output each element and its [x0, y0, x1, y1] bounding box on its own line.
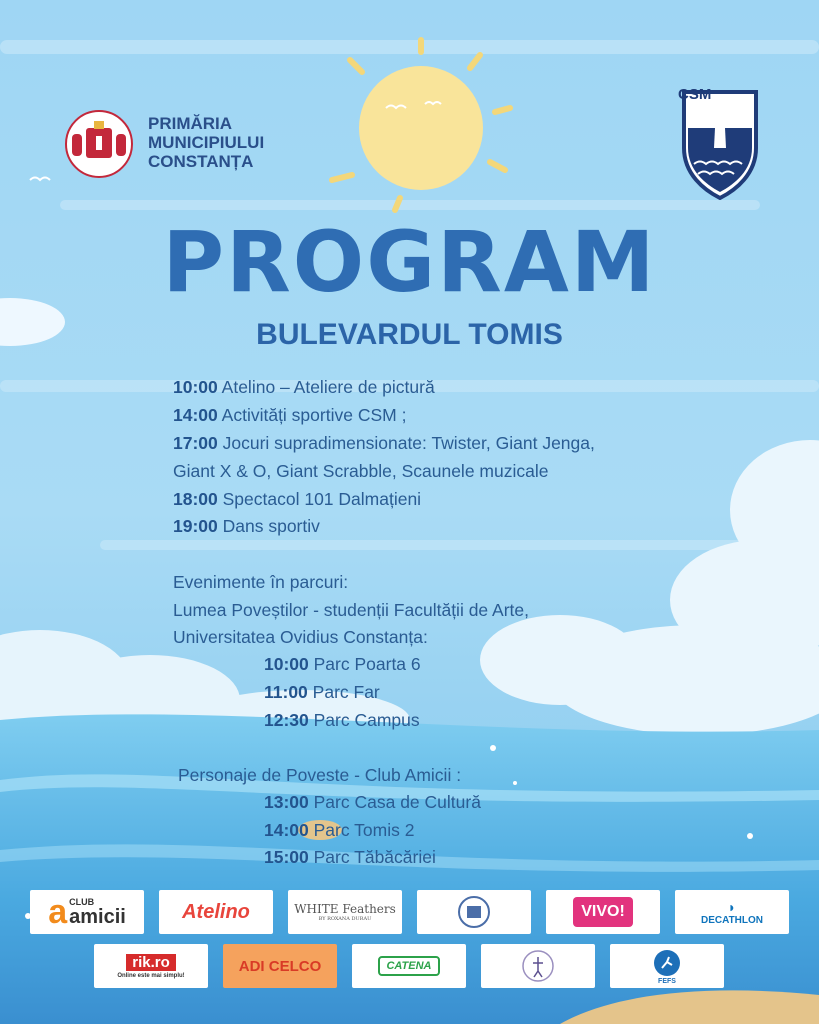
- park-item-1: 10:00 Parc Poarta 6: [264, 654, 421, 674]
- character-item-2: 14:00 Parc Tomis 2: [264, 820, 415, 840]
- sponsor-white-feathers: [288, 890, 402, 934]
- amicii-a-icon: a: [48, 892, 68, 931]
- constanta-crest-icon: [64, 108, 134, 180]
- sponsor-rikro: [94, 944, 208, 988]
- catena-name: CATENA: [378, 956, 439, 976]
- page-title: PROGRAM: [162, 213, 657, 311]
- sponsor-club-amicii: [30, 890, 144, 934]
- csm-logo-text: CSM: [678, 86, 712, 103]
- schedule-line-4: Giant X & O, Giant Scrabble, Scaunele muzicale: [173, 461, 549, 481]
- primaria-line2: MUNICIPIULUI: [148, 133, 265, 152]
- fefs-icon: [652, 948, 682, 978]
- amicii-small: CLUB: [69, 896, 95, 907]
- schedule-line-6: 19:00 Dans sportiv: [173, 516, 320, 536]
- vivo-name: VIVO!: [573, 897, 633, 927]
- sponsor-dance-club: [481, 944, 595, 988]
- schedule-line-2: 14:00 Activități sportive CSM ;: [173, 405, 407, 425]
- parks-line3: Universitatea Ovidius Constanța:: [173, 627, 428, 647]
- primaria-line3: CONSTANȚA: [148, 152, 254, 171]
- schedule-line-5: 18:00 Spectacol 101 Dalmațieni: [173, 489, 422, 509]
- park-item-2: 11:00 Parc Far: [264, 682, 380, 702]
- csm-logo-icon: [680, 88, 760, 200]
- primaria-text: [148, 114, 264, 171]
- rikro-name: rik.ro: [126, 954, 176, 971]
- page-subtitle: BULEVARDUL TOMIS: [256, 318, 563, 351]
- amicii-name: amicii: [69, 905, 126, 928]
- sponsor-atelino: Atelino: [159, 890, 273, 934]
- fefs-name: FEFS: [658, 977, 676, 985]
- white-feathers-name: WHITE Feathers: [294, 902, 396, 916]
- dance-club-icon: [521, 949, 555, 983]
- sponsor-decathlon: [675, 890, 789, 934]
- park-item-3: 12:30 Parc Campus: [264, 710, 420, 730]
- schedule-line-3: 17:00 Jocuri supradimensionate: Twister, Giant Jenga,: [173, 433, 595, 453]
- decathlon-mark-icon: ◗: [727, 898, 737, 915]
- school-crest-icon: [457, 895, 491, 929]
- character-item-1: 13:00 Parc Casa de Cultură: [264, 792, 481, 812]
- rikro-sub: Online este mai simplu!: [117, 972, 185, 979]
- sponsor-adi-celco: ADI CELCO: [223, 944, 337, 988]
- sponsor-school-crest: [417, 890, 531, 934]
- sponsor-catena: [352, 944, 466, 988]
- sponsor-fefs: [610, 944, 724, 988]
- white-feathers-sub: BY ROXANA DURAU: [318, 916, 372, 922]
- character-item-3: 15:00 Parc Tăbăcăriei: [264, 847, 436, 867]
- sponsor-vivo: [546, 890, 660, 934]
- decathlon-name: DECATHLON: [700, 914, 764, 926]
- parks-heading: Evenimente în parcuri:: [173, 572, 349, 592]
- schedule-line-1: 10:00 Atelino – Ateliere de pictură: [173, 377, 435, 397]
- parks-line2: Lumea Poveștilor - studenții Facultății de Arte,: [173, 600, 530, 620]
- characters-heading: Personaje de Poveste - Club Amicii :: [178, 765, 462, 785]
- primaria-line1: PRIMĂRIA: [148, 114, 233, 133]
